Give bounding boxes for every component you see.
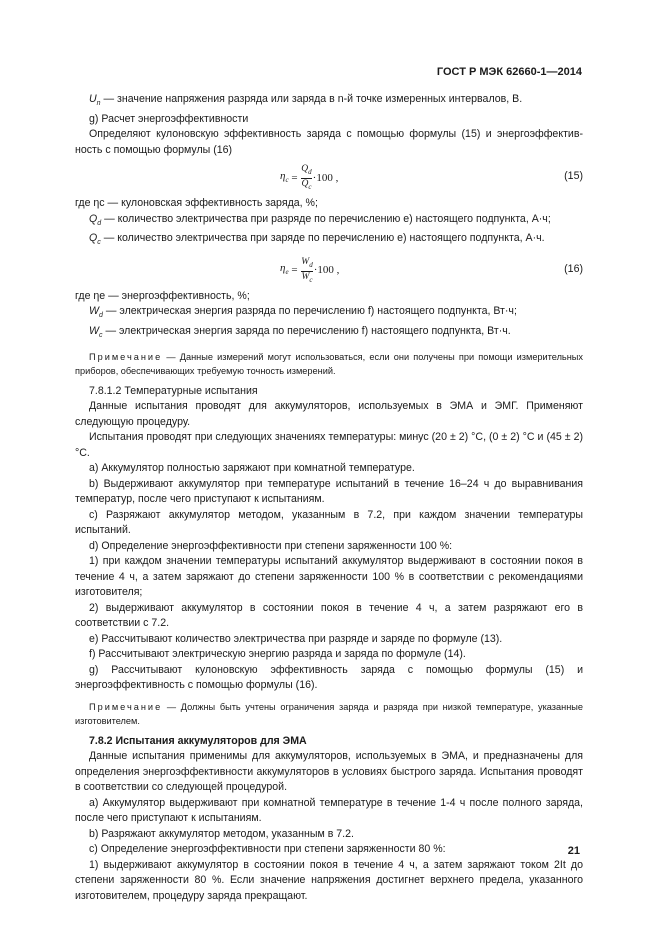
- list-item: а) Аккумулятор полностью заряжают при комнатной температуре.: [89, 462, 415, 475]
- text-line: g) Расчет энергоэффективности: [89, 112, 249, 125]
- text-line: где ηc — кулоновская эффективность заряда, %;: [75, 197, 318, 210]
- text-paragraph: Испытания проводят при следующих значениях температуры: минус (20 ± 2) °С, (0 ± 2) °С и (45 ± 2) °С.: [75, 431, 583, 459]
- section-heading: 7.8.2 Испытания аккумуляторов для ЭМА: [89, 734, 307, 747]
- list-item: b) Разряжают аккумулятор методом, указанным в 7.2.: [89, 827, 354, 840]
- formula-number: (16): [564, 262, 583, 275]
- document-header: ГОСТ Р МЭК 62660-1—2014: [436, 66, 582, 78]
- list-item: с) Разряжают аккумулятор методом, указанным в 7.2, при каждом значении температуры испытаний.: [75, 508, 583, 537]
- formula-number: (15): [564, 170, 583, 183]
- document-body: [75, 92, 583, 904]
- list-item: е) Рассчитывают количество электричества при разряде и заряде по формуле (13).: [89, 632, 503, 645]
- list-item: b) Выдерживают аккумулятор при температуре испытаний в течение 16–24 ч до выравнивания температур, после чего приступают к испытаниям.: [75, 477, 583, 506]
- note: Примечание — Должны быть учтены ограничения заряда и разряда при низкой температуре, указанные изготовителем.: [75, 701, 583, 726]
- note: Примечание — Данные измерений могут использоваться, если они получены при помощи измерительных приборов, обеспечивающих требуемую точность измерений.: [75, 351, 583, 376]
- list-item: g) Рассчитывают кулоновскую эффективность заряда с помощью формулы (15) и энергоэффективность с помощью формулы (16).: [75, 663, 583, 692]
- list-item: f) Рассчитывают электрическую энергию разряда и заряда по формуле (14).: [89, 648, 466, 661]
- page-number: 21: [567, 845, 580, 857]
- list-item: 1) выдерживают аккумулятор в состоянии покоя в течение 4 ч, а затем заряжают током 2It до степени заряженности 80 %. Если значение напряжения достигнет верхнего предела, указанного изготовителем, процедуру заряда прекращают.: [75, 858, 583, 902]
- text-line: $W_d$ — электрическая энергия разряда по перечислению f) настоящего подпункта, Вт·ч;: [89, 305, 517, 320]
- text-paragraph: Определяют кулоновскую эффективность заряда с помощью формулы (15) и энергоэффектив-ность с помощью формулы (16): [75, 128, 583, 156]
- list-item: а) Аккумулятор выдерживают при комнатной температуре в течение 1-4 ч после полного заряда, после чего приступают к испытаниям.: [75, 796, 583, 825]
- formula-16: $\eta_e$ = $\frac{W_d}{W_c}$ ·100 , (16): [280, 256, 583, 284]
- text-line: $W_c$ — электрическая энергия заряда по перечислению f) настоящего подпункта, Вт·ч.: [89, 324, 511, 340]
- text-paragraph: Данные испытания проводят для аккумуляторов, используемых в ЭМА и ЭМГ. Применяют следующую процедуру.: [75, 400, 583, 428]
- formula-15: $\eta_c$ = $\frac{Q_d}{Q_c}$ ·100 , (15): [280, 164, 583, 191]
- text-line: $Q_c$ — количество электричества при заряде по перечислению е) настоящего подпункта, А·ч.: [89, 232, 545, 247]
- text-line: где ηe — энергоэффективность, %;: [75, 289, 250, 302]
- section-title: 7.8.1.2 Температурные испытания: [89, 384, 258, 397]
- list-item: 2) выдерживают аккумулятор в состоянии покоя в течение 4 ч, а затем разряжают его в соответствии с 7.2.: [75, 601, 583, 630]
- text-line: $Q_d$ — количество электричества при разряде по перечислению е) настоящего подпункта, А·ч;: [89, 212, 551, 227]
- list-item: с) Определение энергоэффективности при степени заряженности 80 %:: [89, 843, 446, 856]
- text-paragraph: Данные испытания применимы для аккумуляторов, используемых в ЭМА, и предназначены для определения энергоэффективности аккумуляторов в условиях быстрого заряда. Испытания проводят в соответствии со следующей процедурой.: [75, 750, 583, 794]
- list-item: 1) при каждом значении температуры испытаний аккумулятор выдерживают в состоянии покоя в течение 4 ч, а затем заряжают до степени заряженности 100 % в соответствии с рекомендациями изготовителя;: [75, 555, 583, 599]
- list-item: d) Определение энергоэффективности при степени заряженности 100 %:: [89, 539, 453, 552]
- text-line: $U_n$ — значение напряжения разряда или заряда в n-й точке измеренных интервалов, В.: [89, 93, 523, 108]
